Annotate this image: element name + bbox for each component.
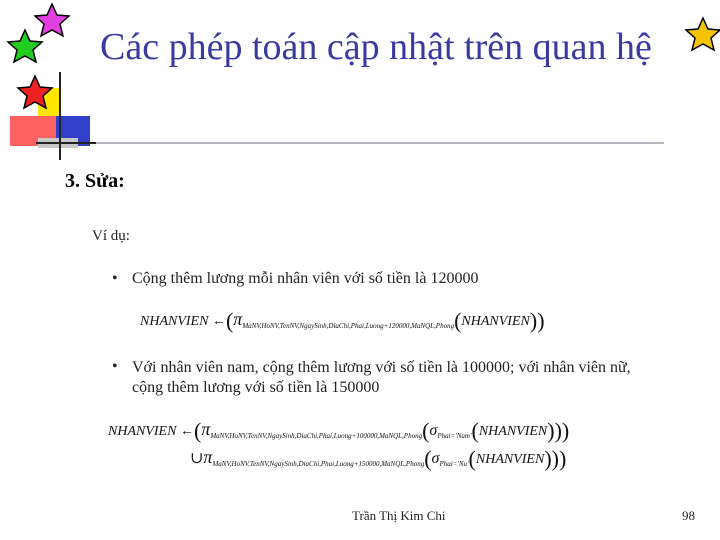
formula-2-condition-a: Phai='Nam' [437, 432, 472, 440]
bullet-marker: • [112, 270, 118, 287]
section-heading: 3. Sửa: [65, 170, 125, 192]
bullet-text-1: Cộng thêm lương mỗi nhân viên với số tiền là 120000 [132, 270, 479, 287]
slide-title: Các phép toán cập nhật trên quan hệ [100, 26, 652, 68]
formula-1-relation: NHANVIEN [461, 314, 530, 329]
formula-1: NHANVIEN $\leftarrow(\pi_{MaNV,HoNV,TenNV,NgaySinh,DiaChi,Phai,Luong+120000,MaNQL,Phong}(NHANVIEN))$ [140, 308, 545, 333]
formula-2-lhs: NHANVIEN [108, 424, 177, 439]
green-star-icon [8, 30, 42, 62]
gold-star-icon [686, 18, 720, 50]
magenta-star-icon [35, 4, 69, 36]
formula-2-line-2: $\cup\pi_{MaNV,HoNV,TenNV,NgaySinh,DiaChi,Phai,Luong+150000,MaNQL,Phong}(\sigma_{Phai='Nu'}(NHANVIEN))$) [190, 446, 567, 471]
formula-2-sigma-b: σ [431, 450, 440, 467]
example-label: Ví dụ: [92, 228, 130, 244]
formula-2-condition-b: Phai='Nu' [439, 460, 469, 468]
footer-author: Trần Thị Kim Chi [352, 508, 446, 523]
formula-2-relation-b: NHANVIEN [475, 452, 545, 467]
formula-2-projection-b: MaNV,HoNV,TenNV,NgaySinh,DiaChi,Phai,Luong+150000,MaNQL,Phong [212, 460, 425, 468]
formula-2-sigma-a: σ [429, 422, 438, 439]
page-number: 98 [682, 508, 695, 523]
formula-1-pi: π [233, 309, 243, 329]
formula-2-line-1: NHANVIEN $\leftarrow(\pi_{MaNV,HoNV,TenNV,NgaySinh,DiaChi,Phai,Luong+100000,MaNQL,Phong}(\sigma_{Phai='Nam'}(NHANVIEN)))$ [108, 418, 570, 443]
formula-2-projection-a: MaNV,HoNV,TenNV,NgaySinh,DiaChi,Phai,Luong+100000,MaNQL,Phong [210, 432, 423, 440]
formula-2-arrow: ← [179, 424, 194, 439]
formula-2-union: ∪ [190, 450, 204, 467]
bullet-text-2: Với nhân viên nam, cộng thêm lương với số tiền là 100000; với nhân viên nữ, cộng thêm lương với số tiền là 150000 [132, 359, 631, 396]
formula-2-pi-b: π [203, 447, 213, 467]
formula-2-relation-a: NHANVIEN [478, 424, 548, 439]
formula-1-lhs: NHANVIEN [140, 314, 209, 329]
bullet-marker: • [112, 358, 118, 375]
formula-1-arrow: ← [211, 314, 226, 329]
formula-2-pi-a: π [201, 419, 211, 439]
formula-1-projection: MaNV,HoNV,TenNV,NgaySinh,DiaChi,Phai,Luong+120000,MaNQL,Phong [242, 322, 455, 330]
